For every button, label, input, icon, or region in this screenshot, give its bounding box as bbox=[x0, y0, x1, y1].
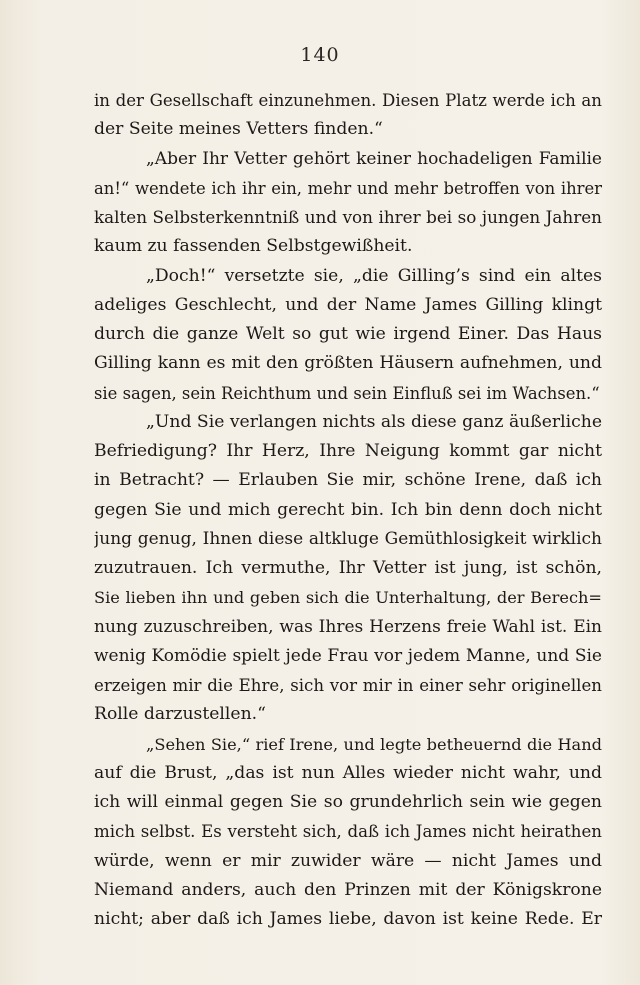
text-line: der Seite meines Vetters finden.“ bbox=[94, 119, 383, 140]
text-line: sie sagen, sein Reichthum und sein Einfluß sei im Wachsen.“ bbox=[94, 383, 600, 403]
text-line: an!“ wendete ich ihr ein, mehr und mehr betroffen von ihrer bbox=[94, 178, 602, 198]
text-line: adeliges Geschlecht, und der Name James Gilling klingt bbox=[94, 294, 602, 315]
text-line: erzeigen mir die Ehre, sich vor mir in einer sehr originellen bbox=[94, 676, 602, 695]
text-line: würde, wenn er mir zuwider wäre — nicht James und bbox=[94, 850, 602, 871]
text-line: „Sehen Sie,“ rief Irene, und legte betheuernd die Hand bbox=[146, 734, 602, 754]
text-line: in der Gesellschaft einzunehmen. Diesen Platz werde ich an bbox=[94, 91, 602, 110]
page-number: 140 bbox=[300, 44, 340, 66]
text-line: Befriedigung? Ihr Herz, Ihre Neigung kommt gar nicht bbox=[94, 441, 602, 461]
text-line: Sie lieben ihn und geben sich die Unterhaltung, der Berech= bbox=[94, 588, 602, 608]
body-text bbox=[94, 86, 602, 934]
text-line: Niemand anders, auch den Prinzen mit der Königskrone bbox=[94, 879, 602, 900]
text-line: in Betracht? — Erlauben Sie mir, schöne Irene, daß ich bbox=[94, 470, 602, 491]
text-line: zuzutrauen. Ich vermuthe, Ihr Vetter ist jung, ist schön, bbox=[94, 558, 602, 578]
text-line: „Doch!“ versetzte sie, „die Gilling’s sind ein altes bbox=[146, 265, 602, 286]
text-line: jung genug, Ihnen diese altkluge Gemüthlosigkeit wirklich bbox=[94, 528, 602, 549]
text-line: Rolle darzustellen.“ bbox=[94, 704, 266, 725]
text-line: durch die ganze Welt so gut wie irgend Einer. Das Haus bbox=[94, 324, 602, 344]
text-line: Gilling kann es mit den größten Häusern aufnehmen, und bbox=[94, 353, 602, 374]
text-line: ich will einmal gegen Sie so grundehrlich sein wie gegen bbox=[94, 792, 602, 812]
text-line: „Und Sie verlangen nichts als diese ganz äußerliche bbox=[146, 411, 602, 432]
text-line: gegen Sie und mich gerecht bin. Ich bin denn doch nicht bbox=[94, 499, 602, 520]
text-line: mich selbst. Es versteht sich, daß ich James nicht heirathen bbox=[94, 822, 602, 842]
text-line: wenig Komödie spielt jede Frau vor jedem Manne, und Sie bbox=[94, 645, 602, 666]
text-line: kalten Selbsterkenntniß und von ihrer bei so jungen Jahren bbox=[94, 207, 602, 227]
text-line: nung zuzuschreiben, was Ihres Herzens freie Wahl ist. Ein bbox=[94, 616, 602, 637]
text-line: nicht; aber daß ich James liebe, davon ist keine Rede. Er bbox=[94, 909, 602, 929]
text-line: „Aber Ihr Vetter gehört keiner hochadeligen Familie bbox=[146, 148, 602, 169]
text-line: auf die Brust, „das ist nun Alles wieder nicht wahr, und bbox=[94, 762, 602, 783]
text-line: kaum zu fassenden Selbstgewißheit. bbox=[94, 236, 413, 257]
